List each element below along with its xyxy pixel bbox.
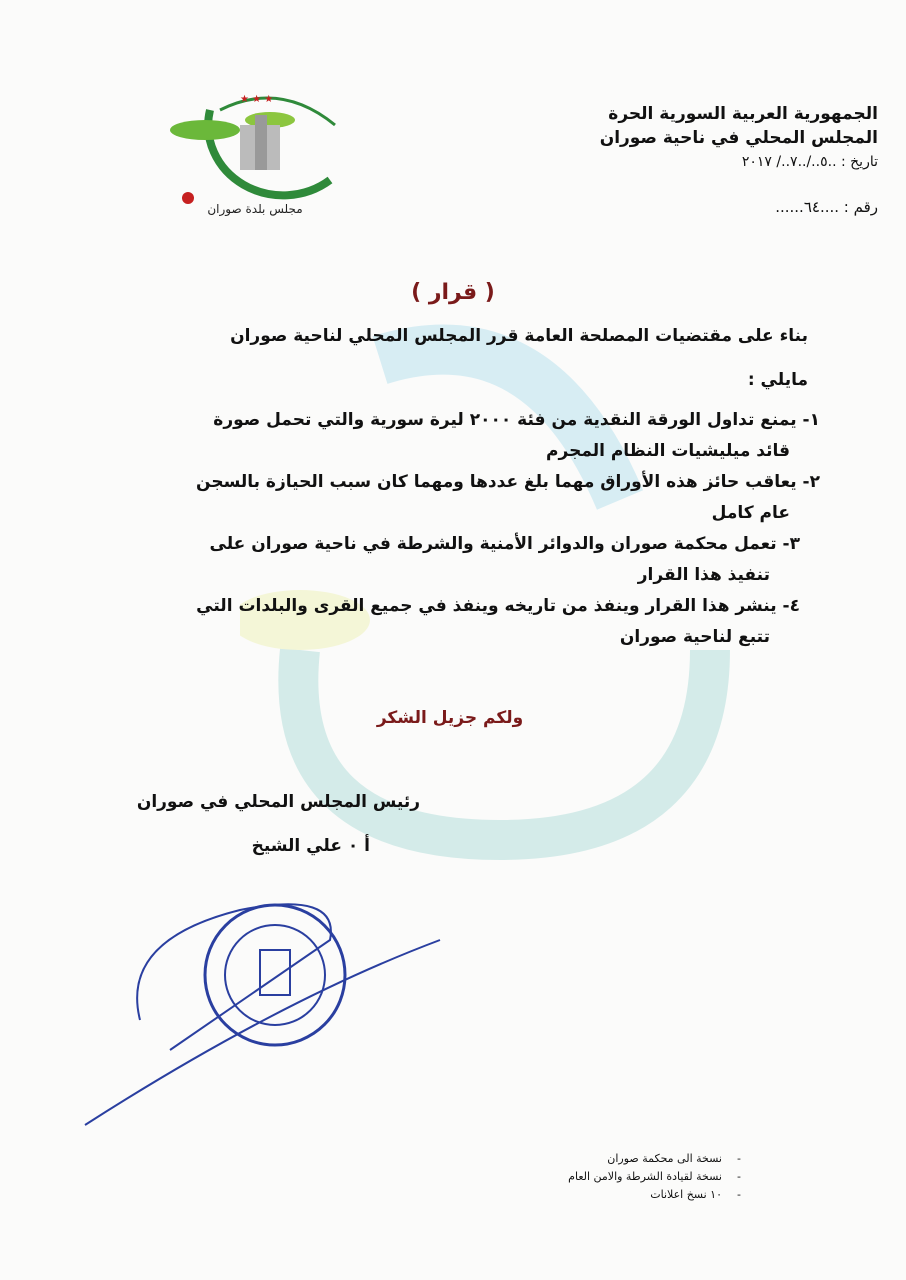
- item-text: ٣- تعمل محكمة صوران والدوائر الأمنية والشرطة في ناحية صوران على: [209, 534, 800, 554]
- copy-item: -١٠ نسخ اعلانات: [650, 1188, 741, 1201]
- item-text-cont: تتبع لناحية صوران: [619, 627, 770, 647]
- logo-text: مجلس بلدة صوران: [207, 202, 303, 216]
- country-name: الجمهورية العربية السورية الحرة: [608, 104, 878, 124]
- item-text-cont: تنفيذ هذا القرار: [637, 565, 770, 585]
- signature-stroke-icon: [85, 904, 440, 1125]
- item-text: ٢- يعاقب حائز هذه الأوراق مهما بلغ عددها ومهما كان سبب الحيازة بالسجن: [196, 472, 820, 492]
- item-text: ٤- ينشر هذا القرار وينفذ من تاريخه وينفذ في جميع القرى والبلدات التي: [196, 596, 800, 616]
- document-date: تاريخ : ..٥../..٧../ ٢٠١٧: [741, 154, 878, 170]
- council-name: المجلس المحلي في ناحية صوران: [599, 128, 878, 148]
- letterhead: [518, 102, 878, 174]
- copy-text: ١٠ نسخ اعلانات: [650, 1188, 722, 1201]
- document-title: ( قرار ): [411, 280, 495, 305]
- signatory-name: أ ٠ علي الشيخ: [251, 836, 370, 856]
- decision-item: [130, 529, 820, 591]
- document-number: رقم : ....٦٤......: [775, 198, 878, 216]
- copy-text: نسخة لقيادة الشرطة والامن العام: [568, 1170, 722, 1183]
- decision-item: [130, 591, 820, 653]
- item-text: ١- يمنع تداول الورقة النقدية من فئة ٢٠٠٠ ليرة سورية والتي تحمل صورة: [213, 410, 820, 430]
- decision-item: [130, 405, 820, 467]
- svg-text:★ ★ ★: ★ ★ ★: [240, 94, 274, 105]
- lead-text: مايلي :: [747, 370, 808, 390]
- council-logo: [150, 80, 350, 225]
- stamp-icon: [205, 905, 345, 1045]
- item-text-cont: عام كامل: [711, 503, 790, 523]
- closing-thanks: ولكم جزيل الشكر: [376, 708, 524, 728]
- copies-list: [568, 1150, 756, 1204]
- decision-item: [130, 467, 820, 529]
- logo-emblem-icon: [150, 80, 350, 225]
- item-text-cont: قائد ميليشيات النظام المجرم: [546, 441, 790, 461]
- signatory-role: رئيس المجلس المحلي في صوران: [136, 792, 420, 812]
- copy-item: -نسخة الى محكمة صوران: [607, 1152, 741, 1165]
- official-stamp-and-signature: [80, 880, 460, 1130]
- intro-text: بناء على مقتضيات المصلحة العامة قرر المجلس المحلي لناحية صوران: [230, 326, 808, 346]
- copy-text: نسخة الى محكمة صوران: [607, 1152, 722, 1165]
- copy-item: -نسخة لقيادة الشرطة والامن العام: [568, 1170, 741, 1183]
- decision-items: [130, 405, 820, 653]
